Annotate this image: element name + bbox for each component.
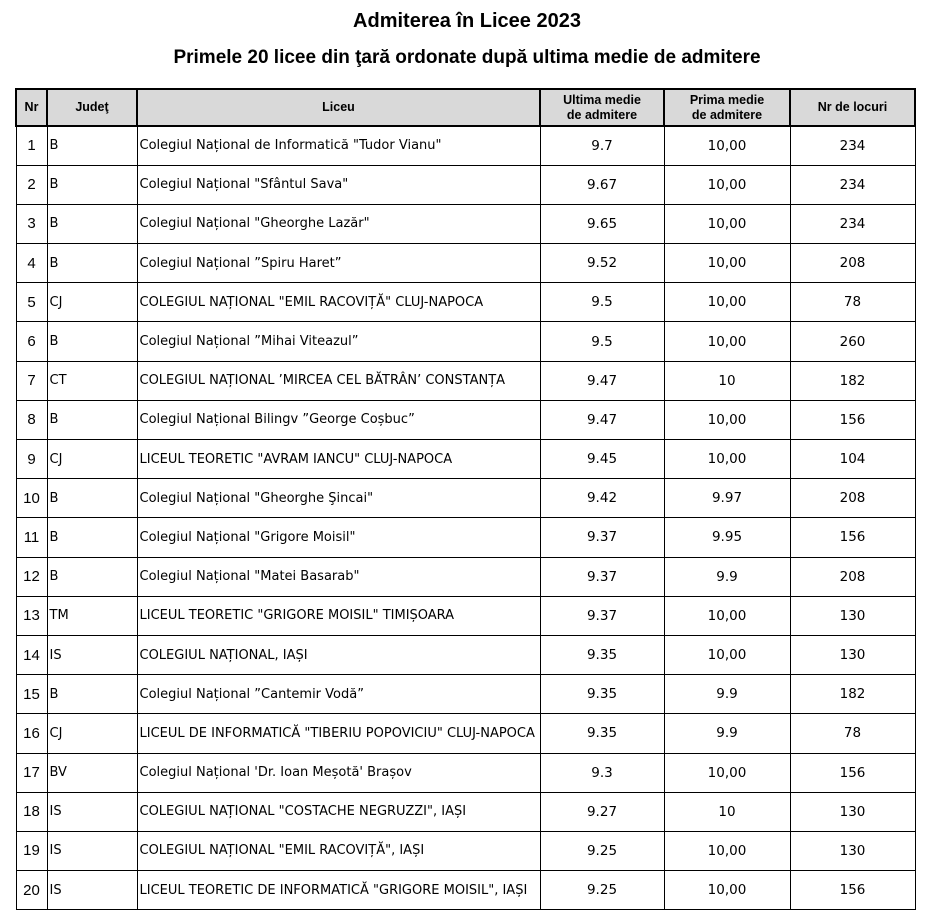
cell-judet: B xyxy=(47,400,137,439)
cell-nr-locuri: 78 xyxy=(790,714,915,753)
cell-prima-medie: 10,00 xyxy=(664,753,790,792)
cell-prima-medie: 10,00 xyxy=(664,596,790,635)
cell-liceu: Colegiul Național "Gheorghe Lazăr" xyxy=(137,204,540,243)
header-nr-locuri: Nr de locuri xyxy=(790,89,915,126)
cell-nr-locuri: 156 xyxy=(790,518,915,557)
cell-judet: B xyxy=(47,126,137,165)
cell-ultima-medie: 9.42 xyxy=(540,479,664,518)
cell-nr-locuri: 130 xyxy=(790,831,915,870)
cell-judet: CJ xyxy=(47,283,137,322)
cell-ultima-medie: 9.47 xyxy=(540,361,664,400)
cell-prima-medie: 9.9 xyxy=(664,714,790,753)
cell-liceu: LICEUL DE INFORMATICĂ "TIBERIU POPOVICIU" CLUJ-NAPOCA xyxy=(137,714,540,753)
cell-prima-medie: 10,00 xyxy=(664,126,790,165)
cell-liceu: COLEGIUL NAȚIONAL "COSTACHE NEGRUZZI", IAȘI xyxy=(137,792,540,831)
cell-nr-locuri: 78 xyxy=(790,283,915,322)
cell-nr: 14 xyxy=(16,635,47,674)
table-row xyxy=(16,244,915,283)
cell-ultima-medie: 9.5 xyxy=(540,322,664,361)
cell-prima-medie: 9.95 xyxy=(664,518,790,557)
cell-liceu: COLEGIUL NAȚIONAL ’MIRCEA CEL BĂTRÂN’ CONSTANȚA xyxy=(137,361,540,400)
header-ultima-line1: Ultima medie xyxy=(563,92,641,107)
table-row xyxy=(16,635,915,674)
cell-nr-locuri: 208 xyxy=(790,244,915,283)
cell-judet: B xyxy=(47,675,137,714)
cell-ultima-medie: 9.7 xyxy=(540,126,664,165)
cell-liceu: Colegiul Național "Sfântul Sava" xyxy=(137,165,540,204)
cell-liceu: Colegiul Național ”Spiru Haret” xyxy=(137,244,540,283)
cell-nr: 10 xyxy=(16,479,47,518)
cell-prima-medie: 10,00 xyxy=(664,440,790,479)
cell-nr-locuri: 234 xyxy=(790,126,915,165)
table-row xyxy=(16,557,915,596)
cell-ultima-medie: 9.27 xyxy=(540,792,664,831)
table-row xyxy=(16,714,915,753)
cell-judet: CJ xyxy=(47,714,137,753)
cell-nr: 7 xyxy=(16,361,47,400)
table-row xyxy=(16,675,915,714)
cell-liceu: COLEGIUL NAȚIONAL "EMIL RACOVIȚĂ", IAȘI xyxy=(137,831,540,870)
cell-nr-locuri: 130 xyxy=(790,596,915,635)
cell-prima-medie: 9.9 xyxy=(664,557,790,596)
page-subtitle: Primele 20 licee din ţară ordonate după ultima medie de admitere xyxy=(173,47,761,68)
cell-nr-locuri: 156 xyxy=(790,871,915,910)
cell-judet: B xyxy=(47,479,137,518)
cell-prima-medie: 10 xyxy=(664,792,790,831)
header-liceu: Liceu xyxy=(137,89,540,126)
cell-nr: 19 xyxy=(16,831,47,870)
cell-nr-locuri: 104 xyxy=(790,440,915,479)
cell-nr: 18 xyxy=(16,792,47,831)
cell-prima-medie: 10,00 xyxy=(664,400,790,439)
admission-table xyxy=(15,88,916,910)
cell-nr: 1 xyxy=(16,126,47,165)
cell-ultima-medie: 9.35 xyxy=(540,675,664,714)
cell-nr: 4 xyxy=(16,244,47,283)
cell-prima-medie: 10,00 xyxy=(664,871,790,910)
cell-prima-medie: 10,00 xyxy=(664,204,790,243)
cell-nr: 16 xyxy=(16,714,47,753)
table-row xyxy=(16,440,915,479)
cell-nr: 12 xyxy=(16,557,47,596)
cell-liceu: LICEUL TEORETIC DE INFORMATICĂ "GRIGORE MOISIL", IAȘI xyxy=(137,871,540,910)
cell-nr-locuri: 156 xyxy=(790,400,915,439)
cell-judet: IS xyxy=(47,871,137,910)
table-row xyxy=(16,596,915,635)
cell-judet: B xyxy=(47,322,137,361)
cell-nr-locuri: 182 xyxy=(790,675,915,714)
cell-ultima-medie: 9.37 xyxy=(540,596,664,635)
cell-prima-medie: 10,00 xyxy=(664,165,790,204)
cell-ultima-medie: 9.37 xyxy=(540,518,664,557)
cell-judet: IS xyxy=(47,792,137,831)
cell-ultima-medie: 9.47 xyxy=(540,400,664,439)
cell-prima-medie: 10,00 xyxy=(664,635,790,674)
table-header-row xyxy=(16,89,915,126)
cell-nr: 2 xyxy=(16,165,47,204)
cell-ultima-medie: 9.35 xyxy=(540,635,664,674)
cell-nr-locuri: 234 xyxy=(790,204,915,243)
cell-nr-locuri: 260 xyxy=(790,322,915,361)
cell-judet: IS xyxy=(47,635,137,674)
cell-judet: BV xyxy=(47,753,137,792)
cell-prima-medie: 9.9 xyxy=(664,675,790,714)
cell-liceu: LICEUL TEORETIC "GRIGORE MOISIL" TIMIȘOARA xyxy=(137,596,540,635)
cell-judet: B xyxy=(47,244,137,283)
header-nr: Nr xyxy=(16,89,47,126)
table-row xyxy=(16,400,915,439)
cell-ultima-medie: 9.65 xyxy=(540,204,664,243)
table-row xyxy=(16,361,915,400)
header-ultima-medie xyxy=(540,89,664,126)
table-row xyxy=(16,322,915,361)
cell-judet: CT xyxy=(47,361,137,400)
cell-ultima-medie: 9.5 xyxy=(540,283,664,322)
cell-judet: TM xyxy=(47,596,137,635)
cell-nr: 17 xyxy=(16,753,47,792)
cell-judet: B xyxy=(47,557,137,596)
cell-judet: B xyxy=(47,518,137,557)
cell-liceu: Colegiul Național "Gheorghe Şincai" xyxy=(137,479,540,518)
cell-nr: 15 xyxy=(16,675,47,714)
cell-nr: 11 xyxy=(16,518,47,557)
cell-prima-medie: 10,00 xyxy=(664,831,790,870)
cell-nr: 3 xyxy=(16,204,47,243)
cell-nr: 9 xyxy=(16,440,47,479)
cell-liceu: Colegiul Național de Informatică "Tudor Vianu" xyxy=(137,126,540,165)
page-title: Admiterea în Licee 2023 xyxy=(353,10,581,32)
cell-liceu: LICEUL TEORETIC "AVRAM IANCU" CLUJ-NAPOCA xyxy=(137,440,540,479)
cell-ultima-medie: 9.25 xyxy=(540,871,664,910)
cell-nr-locuri: 156 xyxy=(790,753,915,792)
cell-liceu: Colegiul Național "Grigore Moisil" xyxy=(137,518,540,557)
table-row xyxy=(16,792,915,831)
cell-prima-medie: 10,00 xyxy=(664,322,790,361)
cell-liceu: Colegiul Național ”Mihai Viteazul” xyxy=(137,322,540,361)
cell-ultima-medie: 9.35 xyxy=(540,714,664,753)
cell-nr-locuri: 130 xyxy=(790,792,915,831)
cell-judet: CJ xyxy=(47,440,137,479)
cell-nr-locuri: 130 xyxy=(790,635,915,674)
cell-judet: B xyxy=(47,165,137,204)
table-body xyxy=(16,126,915,910)
table-row xyxy=(16,831,915,870)
header-ultima-line2: de admitere xyxy=(566,107,638,122)
header-prima-line1: Prima medie xyxy=(689,92,765,107)
cell-prima-medie: 10,00 xyxy=(664,244,790,283)
cell-liceu: COLEGIUL NAȚIONAL "EMIL RACOVIȚĂ" CLUJ-NAPOCA xyxy=(137,283,540,322)
cell-nr-locuri: 182 xyxy=(790,361,915,400)
cell-nr-locuri: 208 xyxy=(790,557,915,596)
cell-prima-medie: 9.97 xyxy=(664,479,790,518)
cell-liceu: COLEGIUL NAȚIONAL, IAȘI xyxy=(137,635,540,674)
table-row xyxy=(16,126,915,165)
cell-nr-locuri: 208 xyxy=(790,479,915,518)
table-row xyxy=(16,283,915,322)
cell-liceu: Colegiul Național Bilingv ”George Coșbuc” xyxy=(137,400,540,439)
cell-judet: B xyxy=(47,204,137,243)
cell-nr: 20 xyxy=(16,871,47,910)
cell-ultima-medie: 9.37 xyxy=(540,557,664,596)
cell-nr: 6 xyxy=(16,322,47,361)
cell-nr: 5 xyxy=(16,283,47,322)
cell-ultima-medie: 9.25 xyxy=(540,831,664,870)
cell-nr-locuri: 234 xyxy=(790,165,915,204)
table-row xyxy=(16,479,915,518)
cell-liceu: Colegiul Național "Matei Basarab" xyxy=(137,557,540,596)
table-row xyxy=(16,753,915,792)
cell-judet: IS xyxy=(47,831,137,870)
table-row xyxy=(16,871,915,910)
header-prima-medie xyxy=(664,89,790,126)
cell-ultima-medie: 9.52 xyxy=(540,244,664,283)
header-judet: Judeţ xyxy=(47,89,137,126)
table-row xyxy=(16,204,915,243)
cell-prima-medie: 10 xyxy=(664,361,790,400)
cell-nr: 13 xyxy=(16,596,47,635)
cell-liceu: Colegiul Național 'Dr. Ioan Meșotă' Brașov xyxy=(137,753,540,792)
cell-ultima-medie: 9.3 xyxy=(540,753,664,792)
cell-ultima-medie: 9.67 xyxy=(540,165,664,204)
table-row xyxy=(16,518,915,557)
header-prima-line2: de admitere xyxy=(691,107,763,122)
cell-nr: 8 xyxy=(16,400,47,439)
cell-liceu: Colegiul Național ”Cantemir Vodă” xyxy=(137,675,540,714)
cell-prima-medie: 10,00 xyxy=(664,283,790,322)
table-row xyxy=(16,165,915,204)
cell-ultima-medie: 9.45 xyxy=(540,440,664,479)
